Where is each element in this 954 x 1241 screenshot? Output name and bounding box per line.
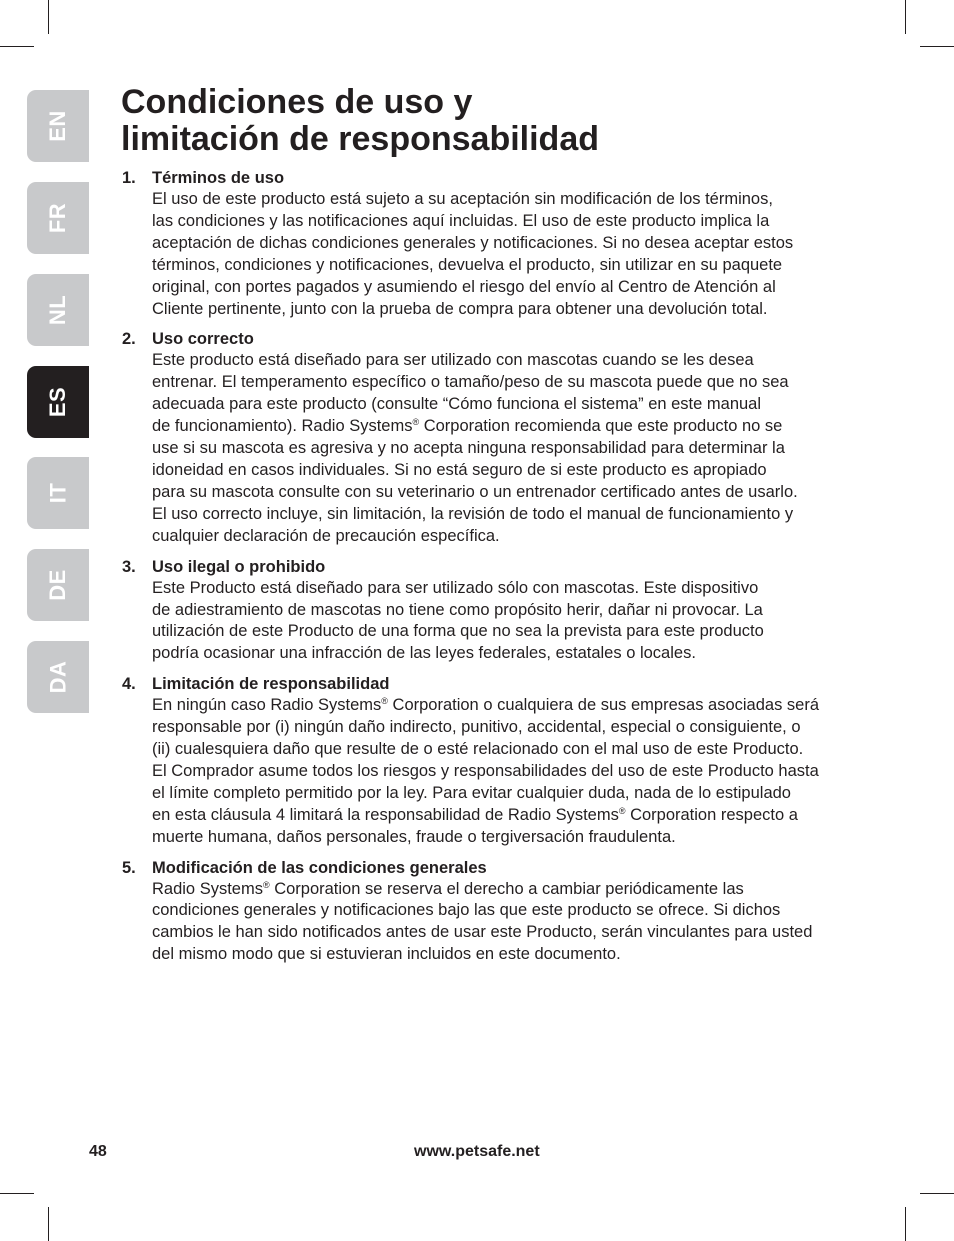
terms-section (122, 556, 868, 666)
body-line: Este Producto está diseñado para ser utilizado sólo con mascotas. Este dispositivo (152, 578, 759, 597)
body-line: de adiestramiento de mascotas no tiene como propósito herir, dañar ni provocar. La (152, 600, 763, 619)
language-tab-label: NL (44, 294, 70, 326)
body-line: muerte humana, daños personales, fraude o tergiversación fraudulenta. (152, 827, 676, 846)
section-number: 4. (122, 675, 136, 694)
body-line: Radio Systems® Corporation se reserva el derecho a cambiar periódicamente las (152, 879, 744, 898)
language-tab-en[interactable] (27, 90, 89, 162)
body-line: (ii) cualesquiera daño que resulte de o esté relacionado con el mal uso de este Producto. (152, 740, 804, 759)
body-line: El uso correcto incluye, sin limitación, la revisión de todo el manual de funcionamiento y (152, 504, 794, 523)
language-tab-label: EN (45, 110, 70, 142)
terms-section (122, 673, 868, 848)
section-heading: Modificación de las condiciones generales (152, 858, 487, 877)
body-line: podría ocasionar una infracción de las leyes federales, estatales o locales. (152, 644, 696, 663)
section-body (152, 578, 868, 666)
crop-mark (905, 0, 906, 34)
section-heading: Uso ilegal o prohibido (152, 557, 326, 576)
page-title-line-1: Condiciones de uso y (121, 83, 473, 121)
body-line: del mismo modo que si estuvieran incluidos en este documento. (152, 945, 621, 964)
body-line: El uso de este producto está sujeto a su aceptación sin modificación de los términos, (152, 190, 773, 208)
language-tab-fr[interactable] (27, 182, 89, 254)
body-line: condiciones generales y notificaciones bajo las que este producto se ofrece. Si dichos (152, 901, 781, 920)
body-line: responsable por (i) ningún daño indirecto, punitivo, accidental, especial o consiguiente, o (152, 718, 801, 737)
section-body (152, 350, 868, 547)
language-tab-da[interactable] (27, 641, 89, 713)
crop-mark (0, 46, 34, 47)
page-title-line-2: limitación de responsabilidad (121, 120, 599, 158)
body-line: términos, condiciones y notificaciones, devuelva el producto, sin utilizar en su paquete (152, 255, 783, 274)
body-line: el límite completo permitido por la ley. Para evitar cualquier duda, nada de lo estipulado (152, 783, 791, 802)
body-line: cualquier declaración de precaución específica. (152, 526, 500, 545)
language-tab-label: DE (45, 569, 70, 601)
crop-mark (905, 1207, 906, 1241)
body-line: entrenar. El temperamento específico o tamaño/peso de su mascota puede que no sea (152, 373, 789, 392)
terms-section (122, 167, 868, 320)
website-url: www.petsafe.net (414, 1143, 540, 1160)
body-line: aceptación de dichas condiciones generales y notificaciones. Si no desea aceptar estos (152, 233, 794, 252)
crop-mark (48, 0, 49, 34)
section-number: 5. (122, 858, 136, 877)
language-tab-label: FR (44, 202, 70, 234)
section-heading: Términos de uso (152, 169, 285, 187)
crop-mark (0, 1193, 34, 1194)
language-tab-de[interactable] (27, 549, 89, 621)
body-line: adecuada para este producto (consulte “Cómo funciona el sistema” en este manual (152, 395, 762, 414)
section-body (152, 879, 868, 967)
body-line: original, con portes pagados y asumiendo el riesgo del envío al Centro de Atención al (152, 277, 776, 296)
page-title (121, 84, 599, 158)
section-number: 3. (122, 557, 136, 576)
terms-section (122, 328, 868, 547)
language-tab-es[interactable] (27, 366, 89, 438)
page-number: 48 (89, 1143, 107, 1160)
body-line: cambios le han sido notificados antes de usar este Producto, serán vinculantes para usted (152, 923, 813, 942)
language-tab-label: DA (45, 660, 70, 694)
crop-mark (48, 1207, 49, 1241)
body-line: utilización de este Producto de una forma que no sea la prevista para este producto (152, 622, 764, 641)
body-line: use si su mascota es agresiva y no acepta ninguna responsabilidad para determinar la (152, 439, 785, 458)
language-tab-it[interactable] (27, 457, 89, 529)
body-line: En ningún caso Radio Systems® Corporation o cualquiera de sus empresas asociadas será (152, 696, 820, 715)
terms-section (122, 857, 868, 967)
language-tab-label: IT (45, 482, 70, 504)
body-line: El Comprador asume todos los riesgos y responsabilidades del uso de este Producto hasta (152, 761, 819, 780)
language-tab-nl[interactable] (27, 274, 89, 346)
crop-mark (920, 1193, 954, 1194)
crop-mark (920, 46, 954, 47)
body-line: de funcionamiento). Radio Systems® Corporation recomienda que este producto no se (152, 417, 783, 436)
body-line: para su mascota consulte con su veterinario o un entrenador certificado antes de usarlo. (152, 482, 798, 501)
body-line: Este producto está diseñado para ser utilizado con mascotas cuando se les desea (152, 351, 754, 370)
language-tab-label: ES (44, 386, 70, 418)
body-line: en esta cláusula 4 limitará la responsabilidad de Radio Systems® Corporation respecto a (152, 805, 798, 824)
body-line: Cliente pertinente, junto con la prueba de compra para obtener una devolución total. (152, 299, 768, 318)
section-heading: Limitación de responsabilidad (152, 675, 390, 694)
section-body (152, 189, 868, 320)
section-heading: Uso correcto (152, 330, 254, 349)
section-number: 1. (122, 169, 136, 187)
section-body (152, 695, 868, 848)
body-line: idoneidad en casos individuales. Si no está seguro de si este producto es apropiado (152, 460, 767, 479)
section-number: 2. (122, 330, 136, 349)
terms-content (122, 167, 868, 974)
body-line: las condiciones y las notificaciones aquí incluidas. El uso de este producto implica la (152, 211, 770, 230)
